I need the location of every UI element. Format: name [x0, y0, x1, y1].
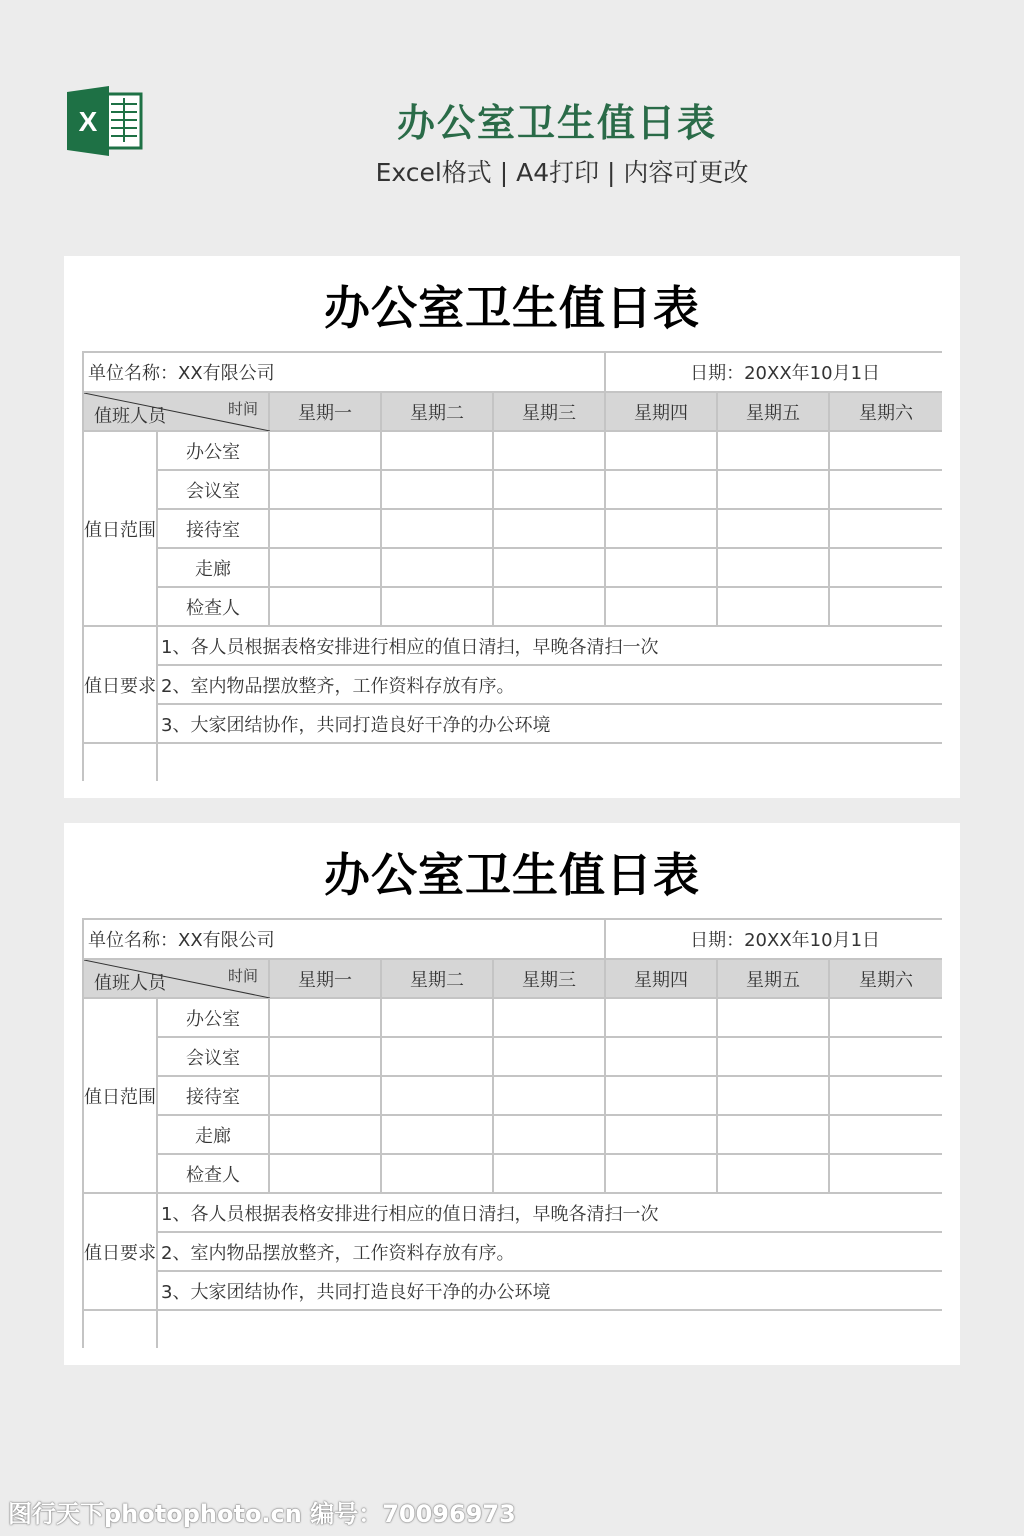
duty-cell[interactable] [605, 1076, 717, 1115]
area-label: 办公室 [157, 431, 269, 470]
duty-cell[interactable] [493, 998, 605, 1037]
table-row [83, 509, 942, 548]
requirement-item: 1、各人员根据表格安排进行相应的值日清扫，早晚各清扫一次 [157, 626, 942, 665]
table-row [83, 626, 942, 665]
table-row [83, 1076, 942, 1115]
duty-cell[interactable] [717, 431, 829, 470]
duty-cell[interactable] [269, 1037, 381, 1076]
duty-cell[interactable] [717, 587, 829, 626]
area-label: 会议室 [157, 1037, 269, 1076]
duty-cell[interactable] [381, 431, 493, 470]
corner-time: 时间 [227, 400, 258, 418]
date-label: 日期：20XX年10月1日 [605, 919, 942, 959]
area-label: 办公室 [157, 998, 269, 1037]
duty-cell[interactable] [381, 548, 493, 587]
area-label: 走廊 [157, 548, 269, 587]
duty-cell[interactable] [829, 548, 942, 587]
table-row [83, 1037, 942, 1076]
unit-name: 单位名称：XX有限公司 [83, 352, 605, 392]
table-row [83, 587, 942, 626]
promo-subtitle: Excel格式 | A4打印 | 内容可更改 [375, 158, 749, 187]
day-header: 星期二 [381, 959, 493, 998]
day-header: 星期一 [269, 392, 381, 431]
duty-cell[interactable] [381, 1076, 493, 1115]
duty-cell[interactable] [381, 1154, 493, 1193]
notes-cell[interactable] [157, 743, 942, 781]
duty-cell[interactable] [269, 431, 381, 470]
duty-cell[interactable] [493, 431, 605, 470]
duty-cell[interactable] [605, 1154, 717, 1193]
duty-cell[interactable] [717, 470, 829, 509]
day-header: 星期六 [829, 392, 942, 431]
duty-cell[interactable] [717, 998, 829, 1037]
table-row [83, 1115, 942, 1154]
duty-cell[interactable] [605, 470, 717, 509]
duty-table [82, 918, 942, 1348]
table-row [83, 470, 942, 509]
duty-cell[interactable] [493, 470, 605, 509]
duty-cell[interactable] [717, 548, 829, 587]
table-row [83, 1232, 942, 1271]
day-header: 星期三 [493, 392, 605, 431]
area-label: 接待室 [157, 1076, 269, 1115]
corner-staff: 值班人员 [94, 406, 166, 427]
table-row [83, 743, 942, 781]
table-row [83, 704, 942, 743]
requirement-item: 2、室内物品摆放整齐，工作资料存放有序。 [157, 665, 942, 704]
duty-cell[interactable] [717, 1037, 829, 1076]
day-header: 星期四 [605, 959, 717, 998]
duty-cell[interactable] [381, 509, 493, 548]
duty-cell[interactable] [829, 1154, 942, 1193]
duty-cell[interactable] [269, 1076, 381, 1115]
duty-cell[interactable] [493, 548, 605, 587]
table-row [83, 1193, 942, 1232]
notes-label-cell [83, 743, 157, 781]
duty-cell[interactable] [269, 470, 381, 509]
promo-title: 办公室卫生值日表 [396, 101, 717, 145]
duty-cell[interactable] [829, 1076, 942, 1115]
duty-cell[interactable] [605, 998, 717, 1037]
unit-name: 单位名称：XX有限公司 [83, 919, 605, 959]
duty-cell[interactable] [605, 548, 717, 587]
excel-logo-letter: X [78, 106, 98, 137]
day-header: 星期三 [493, 959, 605, 998]
corner-staff: 值班人员 [94, 973, 166, 994]
duty-cell[interactable] [717, 1154, 829, 1193]
duty-cell[interactable] [829, 998, 942, 1037]
corner-time: 时间 [227, 967, 258, 985]
notes-label-cell [83, 1310, 157, 1348]
duty-cell[interactable] [269, 998, 381, 1037]
duty-cell[interactable] [605, 431, 717, 470]
duty-cell[interactable] [829, 470, 942, 509]
duty-cell[interactable] [717, 509, 829, 548]
duty-cell[interactable] [493, 509, 605, 548]
duty-cell[interactable] [269, 1115, 381, 1154]
requirements-label: 值日要求 [83, 1193, 157, 1310]
table-row [83, 998, 942, 1037]
duty-cell[interactable] [829, 431, 942, 470]
duty-cell[interactable] [605, 587, 717, 626]
day-header: 星期五 [717, 959, 829, 998]
area-label: 接待室 [157, 509, 269, 548]
watermark: 图行天下photophoto.cn 编号：70096973 [8, 1500, 516, 1528]
duty-cell[interactable] [381, 470, 493, 509]
duty-cell[interactable] [493, 1076, 605, 1115]
duty-cell[interactable] [381, 587, 493, 626]
duty-cell[interactable] [605, 1115, 717, 1154]
duty-sheet-preview [64, 256, 960, 798]
area-label: 会议室 [157, 470, 269, 509]
corner-header [83, 392, 269, 431]
duty-table [82, 351, 942, 781]
duty-cell[interactable] [493, 1037, 605, 1076]
area-label: 走廊 [157, 1115, 269, 1154]
duty-cell[interactable] [605, 1037, 717, 1076]
duty-cell[interactable] [717, 1076, 829, 1115]
duty-sheet-preview [64, 823, 960, 1365]
notes-cell[interactable] [157, 1310, 942, 1348]
corner-header [83, 959, 269, 998]
duty-cell[interactable] [493, 1154, 605, 1193]
table-row [83, 1271, 942, 1310]
requirements-label: 值日要求 [83, 626, 157, 743]
area-label: 检查人 [157, 587, 269, 626]
sheet-title: 办公室卫生值日表 [324, 848, 700, 902]
table-row [83, 431, 942, 470]
day-header: 星期六 [829, 959, 942, 998]
scope-label: 值日范围 [83, 431, 157, 626]
area-label: 检查人 [157, 1154, 269, 1193]
duty-cell[interactable] [829, 1037, 942, 1076]
duty-cell[interactable] [717, 1115, 829, 1154]
requirement-item: 1、各人员根据表格安排进行相应的值日清扫，早晚各清扫一次 [157, 1193, 942, 1232]
scope-label: 值日范围 [83, 998, 157, 1193]
duty-cell[interactable] [269, 548, 381, 587]
table-row [83, 548, 942, 587]
table-row [83, 1310, 942, 1348]
duty-cell[interactable] [381, 1115, 493, 1154]
date-label: 日期：20XX年10月1日 [605, 352, 942, 392]
requirement-item: 3、大家团结协作，共同打造良好干净的办公环境 [157, 1271, 942, 1310]
requirement-item: 2、室内物品摆放整齐，工作资料存放有序。 [157, 1232, 942, 1271]
day-header: 星期二 [381, 392, 493, 431]
table-row [83, 1154, 942, 1193]
duty-cell[interactable] [493, 587, 605, 626]
duty-cell[interactable] [605, 509, 717, 548]
day-header: 星期五 [717, 392, 829, 431]
requirement-item: 3、大家团结协作，共同打造良好干净的办公环境 [157, 704, 942, 743]
duty-cell[interactable] [493, 1115, 605, 1154]
sheet-title: 办公室卫生值日表 [324, 281, 700, 335]
duty-cell[interactable] [269, 509, 381, 548]
duty-cell[interactable] [829, 587, 942, 626]
duty-cell[interactable] [381, 1037, 493, 1076]
duty-cell[interactable] [381, 998, 493, 1037]
duty-cell[interactable] [829, 509, 942, 548]
duty-cell[interactable] [829, 1115, 942, 1154]
day-header: 星期四 [605, 392, 717, 431]
day-header: 星期一 [269, 959, 381, 998]
table-row [83, 665, 942, 704]
duty-cell[interactable] [269, 1154, 381, 1193]
duty-cell[interactable] [269, 587, 381, 626]
